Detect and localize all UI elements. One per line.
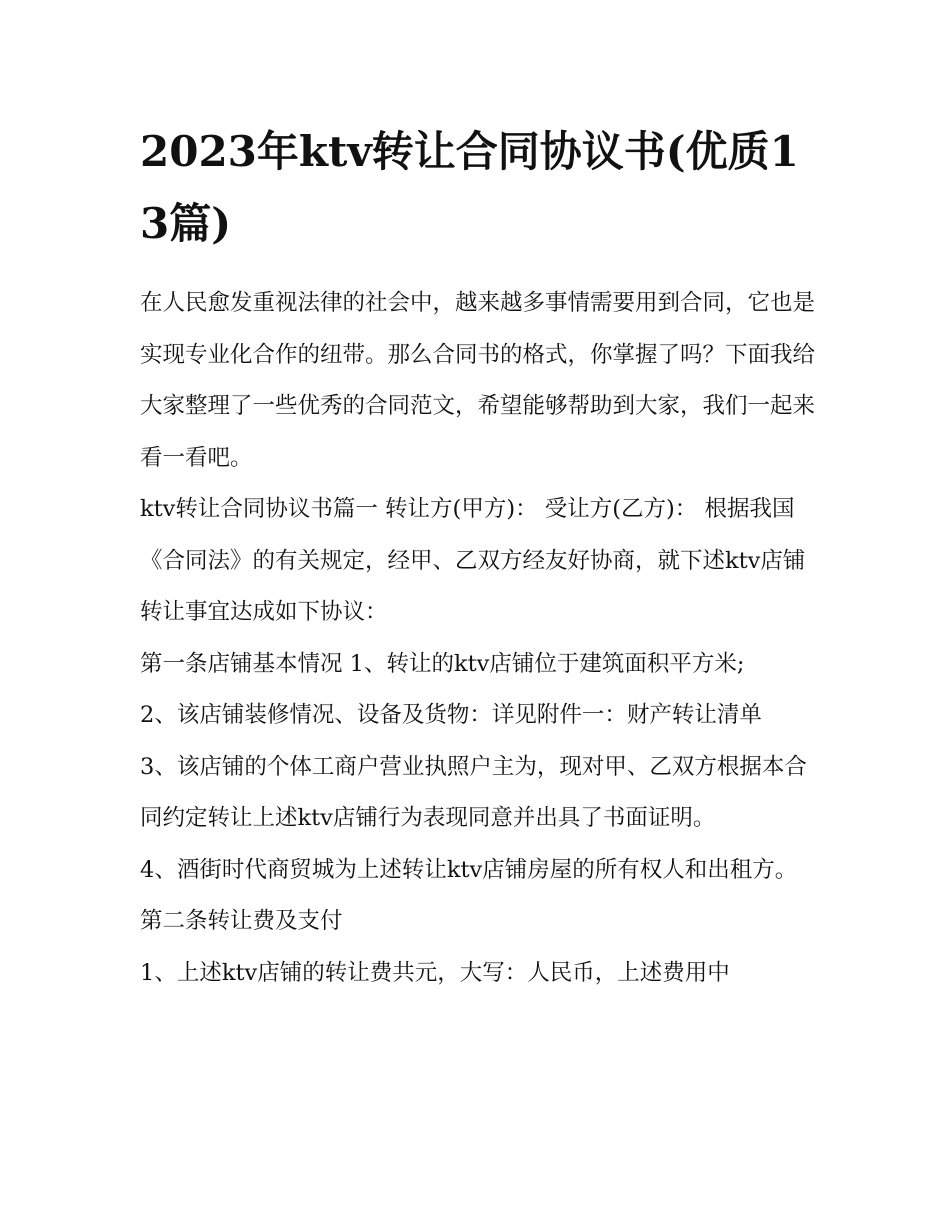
paragraph-item-3: 3、该店铺的个体工商户营业执照户主为，现对甲、乙双方根据本合同约定转让上述ktv店铺行为表现同意并出具了书面证明。 (140, 753, 807, 831)
document-title: 2023年ktv转让合同协议书(优质13篇) (140, 127, 799, 248)
paragraph-parties: ktv转让合同协议书篇一 转让方(甲方)： 受让方(乙方)： 根据我国《合同法》的有关规定，经甲、乙双方经友好协商，就下述ktv店铺转让事宜达成如下协议： (140, 496, 806, 625)
paragraph-item-2: 2、该店铺装修情况、设备及货物：详见附件一：财产转让清单 (140, 702, 762, 728)
document-body (140, 116, 816, 999)
paragraph-intro: 在人民愈发重视法律的社会中，越来越多事情需要用到合同，它也是实现专业化合作的纽带。那么合同书的格式，你掌握了吗？下面我给大家整理了一些优秀的合同范文，希望能够帮助到大家，我们一起来看一看吧。 (140, 290, 816, 471)
paragraph-article-1: 第一条店铺基本情况 1、转让的ktv店铺位于建筑面积平方米; (140, 650, 745, 677)
paragraph-item-4: 4、酒街时代商贸城为上述转让ktv店铺房屋的所有权人和出租方。 第二条转让费及支付 (140, 856, 798, 934)
paragraph-fee: 1、上述ktv店铺的转让费共元，大写：人民币，上述费用中 (140, 959, 730, 986)
